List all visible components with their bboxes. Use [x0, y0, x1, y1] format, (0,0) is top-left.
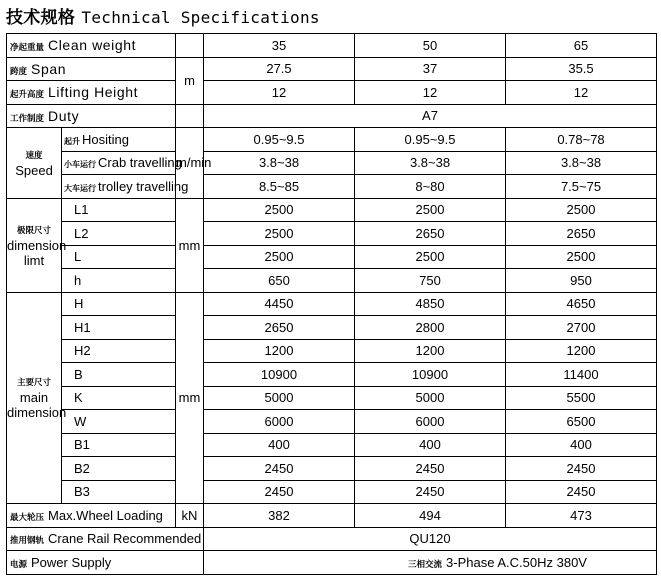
value-cell: 12	[355, 81, 506, 105]
value-cell: 382	[204, 504, 355, 528]
value-cell: 473	[506, 504, 657, 528]
value-cell: 4450	[204, 292, 355, 316]
param-label: L	[62, 245, 176, 269]
value-cell: 65	[506, 34, 657, 58]
value-cell: 10900	[204, 363, 355, 387]
value-cell: 12	[506, 81, 657, 105]
value-cell: 2800	[355, 316, 506, 340]
value-cell: 三相交流 3-Phase A.C.50Hz 380V	[204, 551, 657, 575]
table-row	[7, 316, 657, 340]
table-row	[7, 104, 657, 128]
group-main-dimension: 主要尺寸 main dimension	[7, 292, 62, 504]
table-row	[7, 527, 657, 551]
value-cell: 2450	[204, 480, 355, 504]
value-cell: 2500	[355, 198, 506, 222]
value-cell: 2650	[204, 316, 355, 340]
value-cell: 10900	[355, 363, 506, 387]
value-cell: 5000	[355, 386, 506, 410]
param-label: L2	[62, 222, 176, 246]
value-cell: 1200	[506, 339, 657, 363]
value-cell: QU120	[204, 527, 657, 551]
value-cell: 1200	[204, 339, 355, 363]
value-cell: 0.95~9.5	[204, 128, 355, 152]
value-cell: 11400	[506, 363, 657, 387]
title-cn: 技术规格	[6, 8, 76, 28]
param-span: 跨度 Span	[7, 57, 176, 81]
table-row	[7, 269, 657, 293]
value-cell: 2650	[506, 222, 657, 246]
value-cell: 2450	[506, 457, 657, 481]
unit-m-min: m/min	[176, 128, 204, 199]
unit-kn: kN	[176, 504, 204, 528]
value-cell: 3.8~38	[204, 151, 355, 175]
group-limit-dimension: 极限尺寸 dimension limt	[7, 198, 62, 292]
table-row	[7, 81, 657, 105]
value-cell: 7.5~75	[506, 175, 657, 199]
table-row	[7, 480, 657, 504]
param-label: W	[62, 410, 176, 434]
table-row	[7, 410, 657, 434]
value-cell: 2450	[355, 480, 506, 504]
value-cell: 400	[506, 433, 657, 457]
table-row	[7, 504, 657, 528]
group-speed: 速度 Speed	[7, 128, 62, 199]
value-cell: 5000	[204, 386, 355, 410]
value-cell: 950	[506, 269, 657, 293]
value-cell: 2500	[506, 245, 657, 269]
value-cell: 6000	[204, 410, 355, 434]
param-label: B2	[62, 457, 176, 481]
spec-table	[6, 33, 657, 575]
page-title	[6, 3, 320, 28]
value-cell: 4850	[355, 292, 506, 316]
param-label: H1	[62, 316, 176, 340]
table-row	[7, 34, 657, 58]
value-cell: 5500	[506, 386, 657, 410]
value-cell: 1200	[355, 339, 506, 363]
value-cell: 6000	[355, 410, 506, 434]
value-cell: 6500	[506, 410, 657, 434]
value-cell: 2500	[506, 198, 657, 222]
unit-mm: mm	[176, 198, 204, 292]
table-row	[7, 292, 657, 316]
value-cell: 12	[204, 81, 355, 105]
value-cell: 0.95~9.5	[355, 128, 506, 152]
param-label: B1	[62, 433, 176, 457]
table-row	[7, 57, 657, 81]
param-label: B	[62, 363, 176, 387]
value-cell: 8.5~85	[204, 175, 355, 199]
value-cell: A7	[204, 104, 657, 128]
param-label: h	[62, 269, 176, 293]
value-cell: 2500	[204, 222, 355, 246]
value-cell: 2450	[506, 480, 657, 504]
table-row	[7, 245, 657, 269]
param-trolley-travelling: 大车运行 trolley travelling	[62, 175, 176, 199]
param-label: L1	[62, 198, 176, 222]
value-cell: 2450	[204, 457, 355, 481]
param-lifting-height: 起升高度 Lifting Height	[7, 81, 176, 105]
value-cell: 3.8~38	[506, 151, 657, 175]
value-cell: 2500	[355, 245, 506, 269]
table-row	[7, 222, 657, 246]
value-cell: 27.5	[204, 57, 355, 81]
table-row	[7, 198, 657, 222]
title-en: Technical Specifications	[81, 8, 320, 27]
value-cell: 2500	[204, 198, 355, 222]
table-row	[7, 175, 657, 199]
unit-mm: mm	[176, 292, 204, 504]
param-crane-rail: 推用钢轨 Crane Rail Recommended	[7, 527, 204, 551]
param-hoisting: 起升 Hositing	[62, 128, 176, 152]
value-cell: 400	[355, 433, 506, 457]
value-cell: 2450	[355, 457, 506, 481]
param-label: B3	[62, 480, 176, 504]
table-row	[7, 457, 657, 481]
param-power-supply: 电源 Power Supply	[7, 551, 204, 575]
value-cell: 650	[204, 269, 355, 293]
value-cell: 2700	[506, 316, 657, 340]
table-row	[7, 128, 657, 152]
value-cell: 37	[355, 57, 506, 81]
param-crab-travelling: 小车运行 Crab travelling	[62, 151, 176, 175]
table-row	[7, 551, 657, 575]
param-label: H2	[62, 339, 176, 363]
table-row	[7, 363, 657, 387]
table-row	[7, 433, 657, 457]
param-label: H	[62, 292, 176, 316]
param-clean-weight: 净起重量 Clean weight	[7, 34, 176, 58]
unit-m: m	[176, 57, 204, 104]
value-cell: 35.5	[506, 57, 657, 81]
param-label: K	[62, 386, 176, 410]
value-cell: 8~80	[355, 175, 506, 199]
value-cell: 3.8~38	[355, 151, 506, 175]
value-cell: 2650	[355, 222, 506, 246]
value-cell: 50	[355, 34, 506, 58]
param-duty: 工作制度 Duty	[7, 104, 176, 128]
table-row	[7, 386, 657, 410]
value-cell: 35	[204, 34, 355, 58]
value-cell: 4650	[506, 292, 657, 316]
value-cell: 2500	[204, 245, 355, 269]
value-cell: 750	[355, 269, 506, 293]
value-cell: 494	[355, 504, 506, 528]
value-cell: 0.78~78	[506, 128, 657, 152]
value-cell: 400	[204, 433, 355, 457]
param-max-wheel-loading: 最大轮压 Max.Wheel Loading	[7, 504, 176, 528]
table-row	[7, 339, 657, 363]
table-row	[7, 151, 657, 175]
